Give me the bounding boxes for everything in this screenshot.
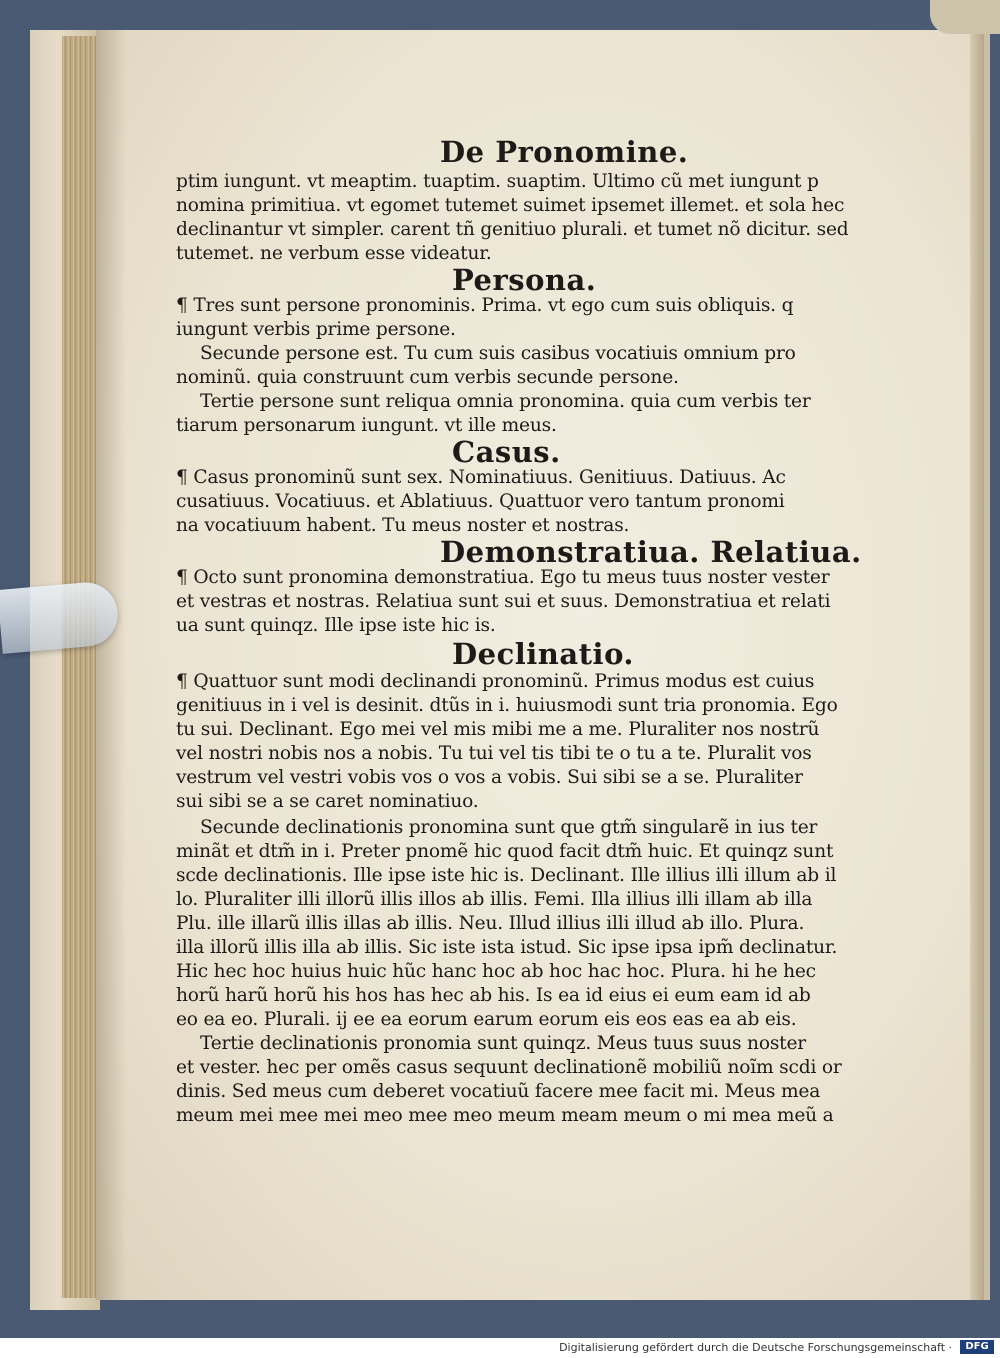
text-line: tu sui. Declinant. Ego mei vel mis mibi me a me. Pluraliter nos nostrũ bbox=[176, 719, 820, 740]
text-line: Tertie declinationis pronomia sunt quinqz. Meus tuus suus noster bbox=[200, 1033, 806, 1054]
text-line: meum mei mee mei meo mee meo meum meam meum o mi mea meũ a bbox=[176, 1105, 834, 1126]
text-line: ptim iungunt. vt meaptim. tuaptim. suaptim. Ultimo cũ met iungunt p bbox=[176, 171, 819, 192]
heading-de-pronomine: De Pronomine. bbox=[440, 135, 689, 169]
text-line: ua sunt quinqz. Ille ipse iste hic is. bbox=[176, 615, 496, 636]
footer-credit-text: Digitalisierung gefördert durch die Deutsche Forschungsgemeinschaft · bbox=[559, 1341, 952, 1354]
text-line: genitiuus in i vel is desinit. dtũs in i. huiusmodi sunt tria pronomia. Ego bbox=[176, 695, 838, 716]
text-line: tutemet. ne verbum esse videatur. bbox=[176, 243, 492, 264]
text-line: cusatiuus. Vocatiuus. et Ablatiuus. Quattuor vero tantum pronomi bbox=[176, 491, 785, 512]
heading-demonstratiua-relatiua: Demonstratiua. Relatiua. bbox=[440, 535, 862, 569]
text-line: ¶ Tres sunt persone pronominis. Prima. vt ego cum suis obliquis. q bbox=[176, 295, 794, 316]
digitization-footer bbox=[0, 1338, 1000, 1358]
text-line: horũ harũ horũ his hos has hec ab his. Is ea id eius ei eum eam id ab bbox=[176, 985, 811, 1006]
text-line: minãt et dtm̃ in i. Preter pnomẽ hic quod facit dtm̃ huic. Et quinqz sunt bbox=[176, 841, 834, 862]
dfg-logo: DFG bbox=[960, 1340, 994, 1354]
page-right-edge bbox=[970, 30, 984, 1300]
text-line: scde declinationis. Ille ipse iste hic is. Declinant. Ille illius illi illum ab il bbox=[176, 865, 837, 886]
text-line: ¶ Octo sunt pronomina demonstratiua. Ego tu meus tuus noster vester bbox=[176, 567, 830, 588]
page-gutter-shadow bbox=[96, 30, 126, 1300]
text-line: Tertie persone sunt reliqua omnia pronomina. quia cum verbis ter bbox=[200, 391, 811, 412]
text-line: Plu. ille illarũ illis illas ab illis. Neu. Illud illius illi illud ab illo. Plura. bbox=[176, 913, 805, 934]
text-line: Secunde persone est. Tu cum suis casibus vocatiuis omnium pro bbox=[200, 343, 796, 364]
facing-page-corner bbox=[930, 0, 1000, 34]
text-line: declinantur vt simpler. carent tñ genitiuo plurali. et tumet nõ dicitur. sed bbox=[176, 219, 849, 240]
text-line: na vocatiuum habent. Tu meus noster et nostras. bbox=[176, 515, 630, 536]
page-stack-edges bbox=[62, 36, 100, 1298]
text-line: ¶ Casus pronominũ sunt sex. Nominatiuus. Genitiuus. Datiuus. Ac bbox=[176, 467, 786, 488]
text-line: vel nostri nobis nos a nobis. Tu tui vel tis tibi te o tu a te. Pluralit vos bbox=[176, 743, 812, 764]
text-line: et vester. hec per omẽs casus sequunt declinationẽ mobiliũ noĩm scdi or bbox=[176, 1057, 842, 1078]
text-line: tiarum personarum iungunt. vt ille meus. bbox=[176, 415, 557, 436]
text-line: lo. Pluraliter illi illorũ illis illos ab illis. Femi. Illa illius illi illam ab illa bbox=[176, 889, 813, 910]
heading-declinatio: Declinatio. bbox=[452, 637, 635, 671]
text-line: Hic hec hoc huius huic hũc hanc hoc ab hoc hac hoc. Plura. hi he hec bbox=[176, 961, 816, 982]
text-line: nomina primitiua. vt egomet tutemet suimet ipsemet illemet. et sola hec bbox=[176, 195, 845, 216]
text-line: eo ea eo. Plurali. ij ee ea eorum earum eorum eis eos eas ea ab eis. bbox=[176, 1009, 797, 1030]
text-line: nominũ. quia construunt cum verbis secunde persone. bbox=[176, 367, 679, 388]
heading-casus: Casus. bbox=[452, 435, 561, 469]
text-line: illa illorũ illis illa ab illis. Sic iste ista istud. Sic ipse ipsa ipm̃ declinatur. bbox=[176, 937, 838, 958]
text-line: et vestras et nostras. Relatiua sunt sui et suus. Demonstratiua et relati bbox=[176, 591, 831, 612]
text-line: Secunde declinationis pronomina sunt que gtm̃ singularẽ in ius ter bbox=[200, 817, 818, 838]
text-line: iungunt verbis prime persone. bbox=[176, 319, 456, 340]
heading-persona: Persona. bbox=[452, 263, 597, 297]
text-line: vestrum vel vestri vobis vos o vos a vobis. Sui sibi se a se. Pluraliter bbox=[176, 767, 803, 788]
text-line: sui sibi se a se caret nominatiuo. bbox=[176, 791, 479, 812]
text-line: dinis. Sed meus cum deberet vocatiuũ facere mee facit mi. Meus mea bbox=[176, 1081, 821, 1102]
text-line: ¶ Quattuor sunt modi declinandi pronominũ. Primus modus est cuius bbox=[176, 671, 815, 692]
